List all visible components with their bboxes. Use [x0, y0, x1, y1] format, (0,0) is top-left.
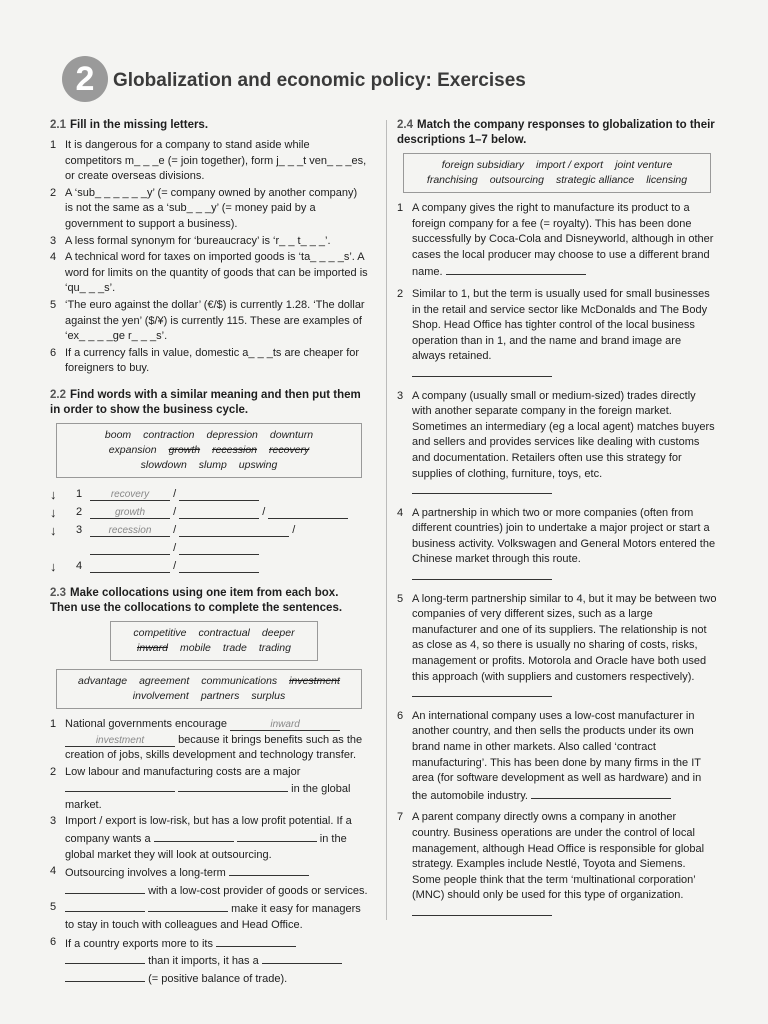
word: surplus: [251, 689, 286, 702]
column-divider: [386, 120, 387, 920]
slash: /: [173, 506, 177, 519]
answer-blank[interactable]: [412, 365, 552, 377]
answer-blank[interactable]: [179, 543, 259, 555]
exercise-instruction: Fill in the missing letters.: [70, 119, 209, 131]
cycle-row: [50, 486, 368, 504]
word-box: [403, 153, 711, 193]
word-box-1: [110, 621, 318, 661]
item-text: A company (usually small or medium-sized) trades directly with another separate company in the foreign market. Sometimes an intermediary (eg a local agent) matches buyers and sellers and provides services like dealing with customs and documentation. Retailers often use this strategy for supplies of clothing, furniture, toys, etc.: [412, 389, 715, 480]
sentence-text: make it easy for managers to stay in touch with colleagues and Head Office.: [65, 903, 361, 932]
answer-blank[interactable]: [531, 787, 671, 799]
answer-blank[interactable]: [268, 507, 348, 519]
exercise-2-2-heading: [50, 388, 368, 418]
word: import / export: [535, 159, 604, 171]
sentence-text: than it imports, it has a: [148, 955, 259, 968]
word: investment: [289, 674, 340, 687]
item-text: A ‘sub_ _ _ _ _ _y’ (= company owned by another company) is not the same as a ‘sub_ _ _y’ (= money paid by a government to support a business).: [65, 186, 358, 230]
answer-blank[interactable]: [90, 543, 170, 555]
sentence-text: in the global market.: [65, 783, 351, 811]
answer-blank[interactable]: [412, 482, 552, 494]
word: deeper: [261, 626, 295, 639]
sentence-text: in the global market they will look at outsourcing.: [65, 833, 347, 861]
word: contraction: [143, 428, 195, 441]
answer-blank[interactable]: [65, 780, 175, 792]
word: recovery: [269, 443, 310, 456]
word: inward: [137, 641, 168, 654]
list-item: 5 ‘The euro against the dollar’ (€/$) is currently 1.28. ‘The dollar against the yen’ ($/¥) is currently 115. These are examples of ‘ex_ _ _ _ge r_ _ _s’.: [50, 298, 368, 345]
item-text: A company gives the right to manufacture its product to a foreign company for a fee (= royalty). This has been done successfully by Coca-Cola and Disneyworld, although in other cases the local producer may choose to use a different brand name.: [412, 202, 714, 279]
exercise-2-1-heading: [50, 118, 368, 133]
item-text: ‘The euro against the dollar’ (€/$) is currently 1.28. ‘The dollar against the yen’ ($/¥) is currently 115. These are examples of ‘ex_ _ _ _ge r_ _ _s’.: [65, 298, 365, 343]
sentence-text: Import / export is low-risk, but has a low profit potential. If a company wants a: [65, 815, 352, 846]
sentence-text: with a low-cost provider of goods or services.: [148, 884, 368, 897]
down-arrow-icon: ↓: [50, 487, 57, 503]
down-arrow-icon: ↓: [50, 505, 57, 521]
item-text: Similar to 1, but the term is usually used for small businesses in the retail and service sector like McDonalds and The Body Shop. Head Office has tighter control of the local business operation than in 1, and the name and brand image are always retained.: [412, 287, 710, 363]
list-item: 2 Similar to 1, but the term is usually used for small businesses in the retail and service sector like McDonalds and The Body Shop. Head Office has tighter control of the local business operation than in 1, and the name and brand image are always retained.: [397, 287, 717, 383]
word: licensing: [646, 174, 688, 186]
exercise-number: 2.2: [50, 388, 66, 401]
list-item: 2 Low labour and manufacturing costs are a major in the global market.: [50, 765, 351, 811]
word: advantage: [78, 674, 128, 687]
word: slump: [198, 458, 227, 471]
answer-blank[interactable]: [237, 830, 317, 842]
item-text: If a currency falls in value, domestic a_ _ _ts are cheaper for foreigners to buy.: [65, 346, 360, 375]
list-item: 3 A less formal synonym for ‘bureaucracy’ is ‘r_ _ t_ _ _’.: [50, 234, 368, 250]
answer-blank[interactable]: [216, 935, 296, 947]
word: foreign subsidiary: [441, 159, 524, 171]
item-text: It is dangerous for a company to stand aside while competitors m_ _ _e (= join together), form j_ _ _t ven_ _ _es, or create overseas divisions.: [65, 139, 367, 183]
exercise-instruction: Find words with a similar meaning and then put them in order to show the business cycle.: [50, 388, 361, 416]
word: involvement: [132, 689, 189, 702]
row-number: 3: [76, 524, 83, 537]
list-item: 6 An international company uses a low-cost manufacturer in another country, and then sells the products under its own brand name in other markets. Also called ‘contract manufacturing’. This has been done by many firms in the IT area (for software development as well as hardware) and in the automobile industry.: [397, 709, 702, 802]
list-item: 5 make it easy for managers to stay in touch with colleagues and Head Office.: [50, 901, 361, 932]
list-item: 7 A parent company directly owns a company in another country. Business operations are under the control of local management, although Head Office is responsible for global strategy. Examples include Nestlé, Toyota and Siemens. Some people think that the term ‘multinational corporation’ (MNC) should only be used for this type of organization.: [397, 810, 717, 921]
cycle-row: [50, 522, 368, 540]
exercise-2-3-heading: [50, 586, 368, 616]
down-arrow-icon: ↓: [50, 559, 57, 575]
list-item: 2 A ‘sub_ _ _ _ _ _y’ (= company owned by another company) is not the same as a ‘sub_ _ _y’ (= money paid by a government to support a business).: [50, 186, 368, 233]
sentence-text: National governments encourage: [65, 717, 228, 730]
answer-blank[interactable]: recovery: [90, 489, 170, 501]
exercise-number: 2.1: [50, 119, 66, 131]
list-item: 4 Outsourcing involves a long-term with a low-cost provider of goods or services.: [50, 865, 368, 897]
exercise-2-4-heading: [397, 118, 717, 148]
answer-blank[interactable]: [229, 864, 309, 876]
answer-blank[interactable]: investment: [65, 735, 175, 747]
slash: /: [292, 524, 296, 537]
list-item: 6 If a currency falls in value, domestic a_ _ _ts are cheaper for foreigners to buy.: [50, 346, 368, 377]
sentence-text: If a country exports more to its: [65, 937, 213, 950]
slash: /: [262, 506, 266, 519]
word: upswing: [238, 458, 278, 471]
word: communications: [201, 674, 278, 687]
word: expansion: [108, 443, 157, 456]
word: contractual: [198, 626, 250, 639]
word: trade: [222, 641, 247, 654]
answer-blank[interactable]: [65, 900, 145, 912]
word: mobile: [179, 641, 211, 654]
word-box: [56, 423, 362, 478]
item-text: A long-term partnership similar to 4, but it may be between two companies of very different sizes, such as a large manufacturer and one of its suppliers. The relationship is not as close as 4, so there is usually no sharing of costs, risks, management or profits. Motorola and Oracle have both used this approach (with suppliers and customers respectively).: [412, 592, 717, 683]
item-text: A less formal synonym for ‘bureaucracy’ is ‘r_ _ t_ _ _’.: [65, 234, 331, 247]
sentence-text: (= positive balance of trade).: [148, 972, 288, 985]
list-item: 3 Import / export is low-risk, but has a low profit potential. If a company wants a in the global market they will look at outsourcing.: [50, 815, 352, 861]
answer-blank[interactable]: [179, 489, 259, 501]
item-text: A parent company directly owns a company in another country. Business operations are under the control of local management, although Head Office is responsible for global strategy. Examples include Nestlé, Toyota and Siemens. Some people think that the term ‘multinational corporation’ (MNC) should only be used for this type of organization.: [412, 811, 705, 902]
item-text: A partnership in which two or more companies (often from different countries) join to undertake a major project or start a business activity. Volkswagen and General Motors entered the Chinese market through this route.: [412, 506, 716, 566]
word: franchising: [426, 174, 478, 186]
down-arrow-icon: ↓: [50, 523, 57, 539]
slash: /: [173, 488, 177, 501]
answer-blank[interactable]: growth: [90, 507, 170, 519]
exercise-number: 2.4: [397, 119, 413, 131]
list-item: 4 A partnership in which two or more companies (often from different countries) join to undertake a major project or start a business activity. Volkswagen and General Motors entered the Chinese market through this route.: [397, 506, 717, 586]
word: recession: [212, 443, 258, 456]
answer-blank[interactable]: inward: [230, 719, 340, 731]
row-number: 4: [76, 560, 83, 573]
exercise-instruction: Make collocations using one item from each box. Then use the collocations to complete the sentences.: [50, 586, 343, 614]
answer-blank[interactable]: [412, 904, 552, 916]
answer-blank[interactable]: [446, 263, 586, 275]
sentence-text: because it brings benefits such as the creation of jobs, skills development and technology transfer.: [65, 733, 363, 762]
answer-blank[interactable]: recession: [90, 525, 170, 537]
cycle-row: [50, 558, 368, 576]
word: joint venture: [615, 159, 673, 171]
word: trading: [258, 641, 291, 654]
word: boom: [104, 428, 132, 441]
row-number: 2: [76, 506, 83, 519]
left-column: [50, 118, 368, 988]
word: slowdown: [140, 458, 187, 471]
answer-blank[interactable]: [65, 970, 145, 982]
item-text: A technical word for taxes on imported goods is ‘ta_ _ _ _s’. A word for limits on the quantity of goods that can be imported is ‘qu_ _ _s’.: [65, 251, 368, 295]
list-item: 1 National governments encourage inward investment because it brings benefits such as the creation of jobs, skills development and technology transfer.: [50, 717, 363, 762]
answer-blank[interactable]: [65, 882, 145, 894]
row-number: 1: [76, 488, 83, 501]
unit-number-badge: 2: [62, 56, 108, 102]
word: growth: [168, 443, 201, 456]
exercise-instruction: Match the company responses to globalization to their descriptions 1–7 below.: [397, 119, 715, 146]
right-column: [397, 118, 717, 923]
answer-blank[interactable]: [412, 685, 552, 697]
sentence-text: Low labour and manufacturing costs are a major: [65, 765, 301, 778]
list-item: 1 A company gives the right to manufacture its product to a foreign company for a fee (= royalty). This has been done successfully by Coca-Cola and Disneyworld, although in other cases the local producer may choose to use a different brand name.: [397, 202, 714, 279]
answer-blank[interactable]: [65, 952, 145, 964]
answer-blank[interactable]: [148, 900, 228, 912]
word: partners: [200, 689, 240, 702]
word: downturn: [269, 428, 314, 441]
word: agreement: [139, 674, 190, 687]
word-box-2: [56, 669, 362, 709]
answer-blank[interactable]: [90, 561, 170, 573]
word: competitive: [133, 626, 187, 639]
answer-blank[interactable]: [179, 525, 289, 537]
list-item: 1 It is dangerous for a company to stand aside while competitors m_ _ _e (= join together), form j_ _ _t ven_ _ _es, or create overseas divisions.: [50, 138, 368, 185]
slash: /: [173, 524, 177, 537]
word: outsourcing: [489, 174, 544, 186]
answer-blank[interactable]: [179, 561, 259, 573]
item-text: An international company uses a low-cost manufacturer in another country, and then sells the products under its own brand name in other markets. Also called ‘contract manufacturing’. This has been done by many firms in the IT area (for software development as well as hardware) and in the automobile industry.: [412, 709, 702, 802]
list-item: 6 If a country exports more to its than it imports, it has a (= positive balance of trade).: [50, 935, 368, 988]
answer-blank[interactable]: [178, 780, 288, 792]
cycle-row: [50, 540, 368, 558]
word: strategic alliance: [556, 174, 635, 186]
slash: /: [173, 560, 177, 573]
list-item: 4 A technical word for taxes on imported goods is ‘ta_ _ _ _s’. A word for limits on the quantity of goods that can be imported is ‘qu_ _ _s’.: [50, 250, 368, 297]
page-title: Globalization and economic policy: Exercises: [113, 70, 526, 91]
answer-blank[interactable]: [179, 507, 259, 519]
answer-blank[interactable]: [262, 952, 342, 964]
sentence-text: Outsourcing involves a long-term: [65, 867, 226, 880]
list-item: 5 A long-term partnership similar to 4, but it may be between two companies of very different sizes, such as a large manufacturer and one of its suppliers. The relationship is not as close as 4, so there is usually no sharing of costs, risks, management or profits. Motorola and Oracle have both used this approach (with suppliers and customers respectively).: [397, 592, 717, 703]
answer-blank[interactable]: [412, 568, 552, 580]
exercise-number: 2.3: [50, 586, 66, 599]
answer-blank[interactable]: [154, 830, 234, 842]
slash: /: [173, 542, 177, 555]
word: depression: [206, 428, 258, 441]
cycle-row: [50, 504, 368, 522]
list-item: 3 A company (usually small or medium-sized) trades directly with another separate company in the foreign market. Sometimes an intermediary (eg a local agent) matches buyers and sellers and provides services like dealing with customs and documentation. Retailers often use this strategy for supplies of clothing, furniture, toys, etc.: [397, 389, 717, 500]
